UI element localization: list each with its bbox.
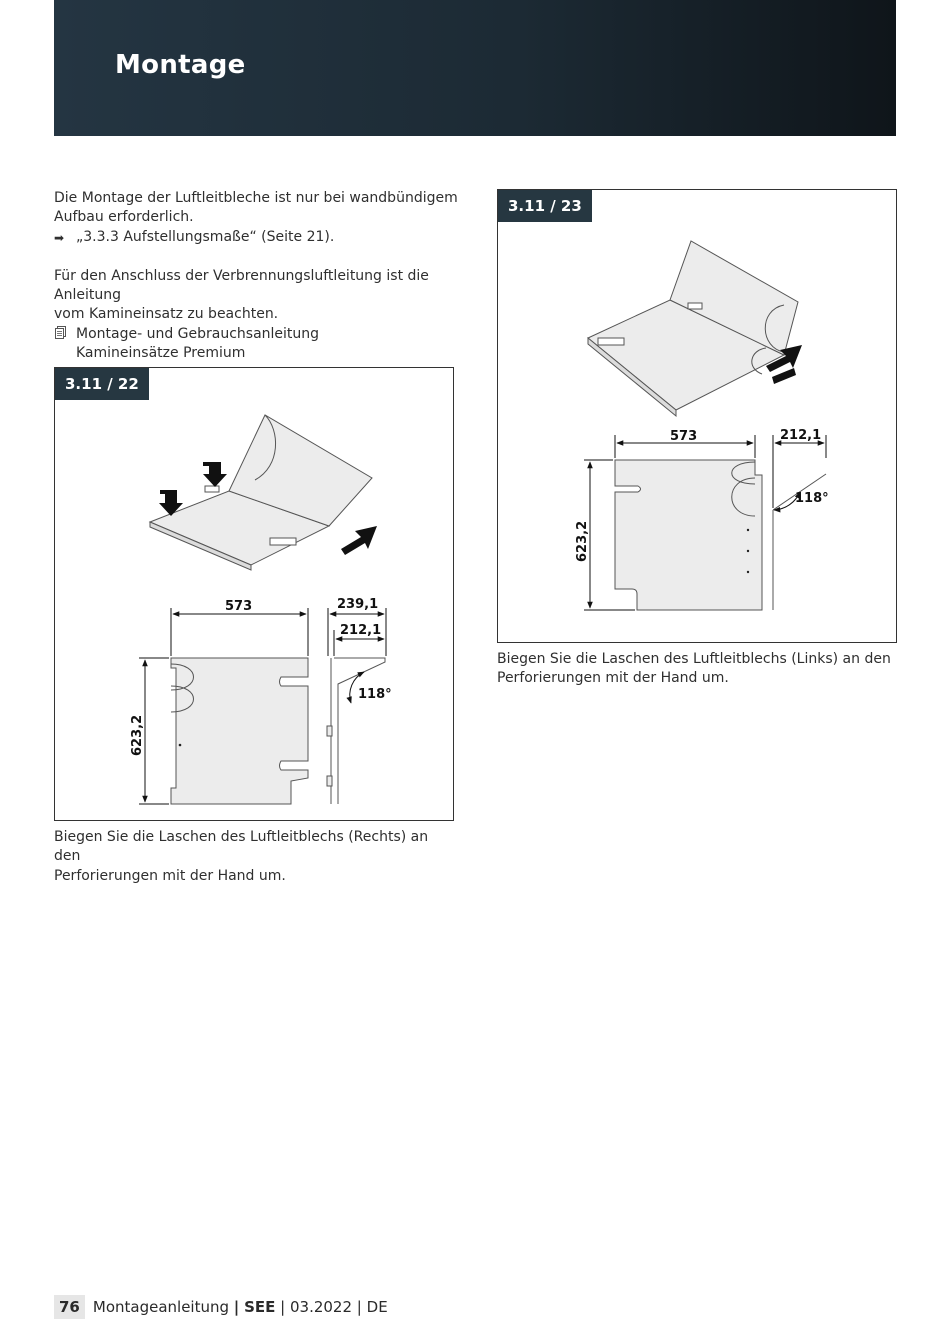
figure-caption [497, 650, 897, 689]
caption-line: Biegen Sie die Laschen des Luftleitblechs (Rechts) an den [54, 829, 429, 865]
document-title: Montage- und Gebrauchsanleitung [76, 325, 320, 342]
page-title: Montage [115, 50, 246, 80]
intro-line: Für den Anschluss der Verbrennungsluftleitung ist die Anleitung [54, 267, 429, 304]
footer-product: SEE [244, 1298, 276, 1316]
footer-date: 03.2022 [289, 1298, 353, 1316]
dimension-depth-total: 239,1 [337, 597, 379, 612]
figure-label: 3.11 / 22 [55, 368, 149, 400]
dimension-height: 623,2 [130, 714, 145, 756]
page-header [54, 0, 896, 136]
isometric-sheet [150, 415, 372, 570]
figure-label: 3.11 / 23 [498, 190, 592, 222]
figure-drawing [498, 190, 896, 642]
footer-doc: Montageanleitung [92, 1298, 230, 1316]
caption-line: Perforierungen mit der Hand um. [54, 867, 286, 884]
figure-drawing [55, 368, 453, 820]
dimension-depth: 212,1 [780, 428, 822, 443]
side-profile [327, 658, 385, 804]
document-title: Kamineinsätze Premium [76, 345, 246, 362]
dimension-width: 573 [670, 429, 698, 444]
figure-3-11-22 [54, 367, 454, 821]
intro-text [54, 189, 464, 363]
intro-line: Die Montage der Luftleitbleche ist nur bei wandbündigem [54, 190, 458, 206]
document-icon [54, 325, 76, 346]
arrow-right-icon: ➡ [54, 230, 65, 245]
front-view [171, 658, 308, 804]
dimension-width: 573 [225, 599, 253, 614]
page-footer [54, 1294, 388, 1320]
page-number: 76 [54, 1295, 85, 1319]
front-view [615, 460, 762, 610]
footer-language: DE [366, 1298, 388, 1316]
dimension-angle: 118° [795, 491, 829, 506]
dimension-angle: 118° [358, 687, 392, 702]
dimension-height: 623,2 [575, 520, 590, 562]
footer-separator: | [280, 1298, 286, 1316]
footer-separator: | [233, 1298, 240, 1316]
intro-line: Aufbau erforderlich. [54, 209, 194, 226]
caption-line: Biegen Sie die Laschen des Luftleitblechs (Links) an den [497, 651, 891, 667]
cross-reference-link[interactable]: „3.3.3 Aufstellungsmaße“ (Seite 21). [76, 228, 335, 245]
isometric-sheet [588, 241, 798, 416]
intro-line: vom Kamineinsatz zu beachten. [54, 306, 279, 323]
cross-reference[interactable] [54, 228, 464, 248]
caption-line: Perforierungen mit der Hand um. [497, 670, 729, 687]
figure-3-11-23 [497, 189, 897, 643]
dimension-depth: 212,1 [340, 623, 382, 638]
document-reference [54, 325, 464, 364]
figure-caption [54, 828, 454, 886]
footer-separator: | [356, 1298, 362, 1316]
